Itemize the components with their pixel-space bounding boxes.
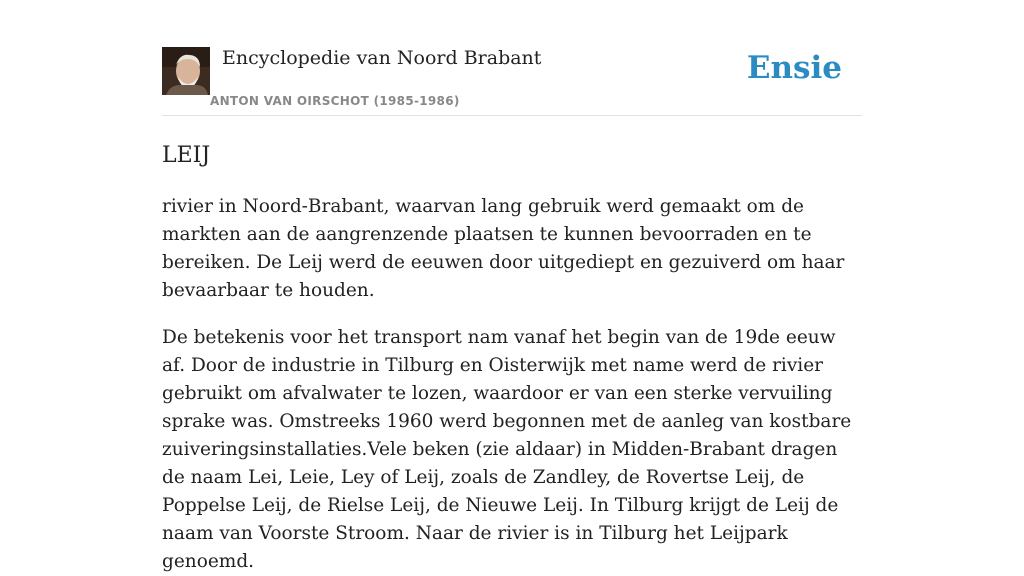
author-avatar[interactable] bbox=[162, 47, 210, 95]
header bbox=[162, 0, 862, 116]
entry-title: LEIJ bbox=[162, 143, 211, 168]
paragraph-2: De betekenis voor het transport nam vanaf het begin van de 19de eeuw af. Door de industrie in Tilburg en Oisterwijk met name werd de rivier gebruikt om afvalwater te lozen, waardoor er van een sterke vervuiling sprake was. Omstreeks 1960 werd begonnen met de aanleg van kostbare zuiveringsinstallaties.Vele beken (zie aldaar) in Midden-Brabant dragen de naam Lei, Leie, Ley of Leij, zoals de Zandley, de Rovertse Leij, de Poppelse Leij, de Rielse Leij, de Nieuwe Leij. In Tilburg krijgt de Leij de naam van Voorste Stroom. Naar de rivier is in Tilburg het Leijpark genoemd. bbox=[162, 327, 852, 572]
ensie-logo[interactable]: Ensie bbox=[746, 50, 842, 86]
page bbox=[162, 0, 862, 572]
author-portrait-icon bbox=[162, 47, 210, 95]
author-name[interactable]: ANTON VAN OIRSCHOT (1985-1986) bbox=[210, 94, 460, 108]
paragraph-1: rivier in Noord-Brabant, waarvan lang gebruik werd gemaakt om de markten aan de aangrenzende plaatsen te kunnen bevoorraden en te bereiken. De Leij werd de eeuwen door uitgediept en gezuiverd om haar bevaarbaar te houden. bbox=[162, 196, 845, 301]
book-title[interactable]: Encyclopedie van Noord Brabant bbox=[222, 47, 542, 69]
